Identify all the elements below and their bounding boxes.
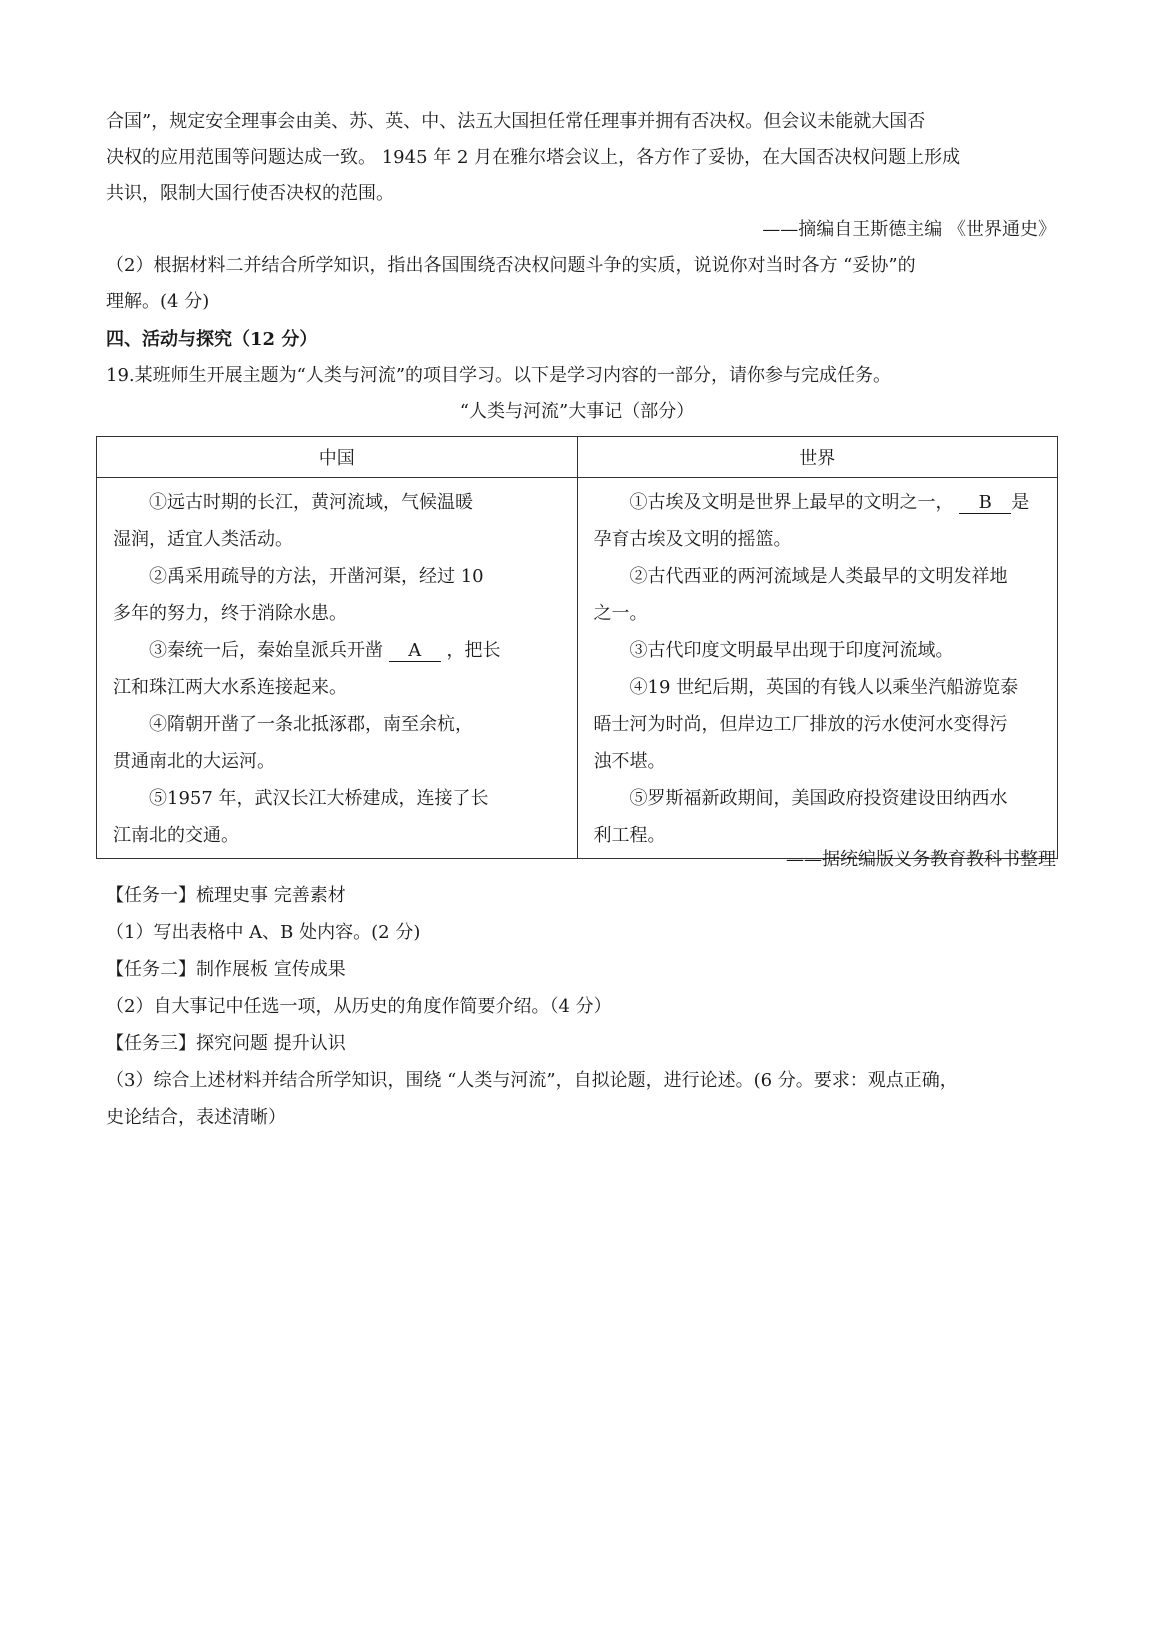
table-source: ——据统编版义务教育教科书整理 bbox=[786, 849, 1056, 870]
question-18-2-line-2: 理解。(4 分) bbox=[106, 291, 210, 312]
task-2-title: 【任务二】制作展板 宣传成果 bbox=[106, 959, 346, 980]
world-event-2: ②古代西亚的两河流域是人类最早的文明发祥地 bbox=[629, 566, 1008, 587]
china-event-5-cont: 江南北的交通。 bbox=[113, 825, 239, 846]
section-heading: 四、活动与探究（12 分） bbox=[106, 329, 318, 350]
passage-line-1: 合国”，规定安全理事会由美、苏、英、中、法五大国担任常任理事并拥有否决权。但会议未能就大国否 bbox=[106, 111, 926, 132]
question-18-2-line-1: （2）根据材料二并结合所学知识，指出各国围绕否决权问题斗争的实质，说说你对当时各方 “妥协”的 bbox=[106, 255, 916, 276]
world-event-5-cont: 利工程。 bbox=[593, 825, 666, 846]
world-event-5: ⑤罗斯福新政期间，美国政府投资建设田纳西水 bbox=[629, 788, 1008, 809]
blank-a: A bbox=[389, 641, 441, 662]
china-event-4: ④隋朝开凿了一条北抵涿郡，南至余杭， bbox=[149, 714, 473, 735]
china-event-1: ①远古时期的长江，黄河流域，气候温暖 bbox=[149, 492, 473, 513]
question-19-intro: 19.某班师生开展主题为“人类与河流”的项目学习。以下是学习内容的一部分，请你参与完成任务。 bbox=[106, 365, 892, 386]
world-event-1-cont: 孕育古埃及文明的摇篮。 bbox=[593, 529, 792, 550]
passage-line-3: 共识，限制大国行使否决权的范围。 bbox=[106, 183, 394, 204]
world-event-4-cont-2: 浊不堪。 bbox=[593, 751, 666, 772]
passage-line-2: 决权的应用范围等问题达成一致。 1945 年 2 月在雅尔塔会议上，各方作了妥协，在大国否决权问题上形成 bbox=[106, 147, 961, 168]
china-events-cell bbox=[97, 478, 578, 859]
table-header-row bbox=[97, 437, 1058, 478]
china-event-5: ⑤1957 年，武汉长江大桥建成，连接了长 bbox=[149, 788, 489, 809]
china-event-3-text-end: ，把长 bbox=[440, 640, 501, 661]
task-3-question-line-2: 史论结合，表述清晰） bbox=[106, 1107, 286, 1128]
world-events-cell bbox=[577, 478, 1058, 859]
china-event-3-text: ③秦统一后，秦始皇派兵开凿 bbox=[149, 640, 389, 661]
world-event-3: ③古代印度文明最早出现于印度河流域。 bbox=[629, 640, 954, 661]
china-event-3 bbox=[113, 632, 561, 669]
table-body-row bbox=[97, 478, 1058, 859]
world-event-2-cont: 之一。 bbox=[593, 603, 648, 624]
task-3-question-line-1: （3）综合上述材料并结合所学知识，围绕 “人类与河流”，自拟论题，进行论述。(6 分。要求：观点正确， bbox=[106, 1070, 958, 1091]
blank-b: B bbox=[959, 493, 1011, 514]
china-event-2-cont: 多年的努力，终于消除水患。 bbox=[113, 603, 347, 624]
world-event-1-text-end: 是 bbox=[1011, 492, 1030, 513]
task-1-question: （1）写出表格中 A、B 处内容。(2 分) bbox=[106, 922, 421, 943]
task-1-title: 【任务一】梳理史事 完善素材 bbox=[106, 885, 346, 906]
column-header-china: 中国 bbox=[97, 437, 578, 478]
table-caption: “人类与河流”大事记（部分） bbox=[459, 401, 695, 422]
china-event-4-cont: 贯通南北的大运河。 bbox=[113, 751, 275, 772]
events-table bbox=[96, 436, 1058, 859]
passage-source: ——摘编自王斯德主编 《世界通史》 bbox=[762, 219, 1056, 240]
china-event-2: ②禹采用疏导的方法，开凿河渠，经过 10 bbox=[149, 566, 484, 587]
china-event-1-cont: 湿润，适宜人类活动。 bbox=[113, 529, 293, 550]
world-event-4: ④19 世纪后期，英国的有钱人以乘坐汽船游览泰 bbox=[629, 677, 1019, 698]
column-header-world: 世界 bbox=[577, 437, 1058, 478]
world-event-1 bbox=[594, 484, 1042, 521]
task-3-title: 【任务三】探究问题 提升认识 bbox=[106, 1033, 346, 1054]
china-event-3-cont: 江和珠江两大水系连接起来。 bbox=[113, 677, 347, 698]
task-2-question: （2）自大事记中任选一项，从历史的角度作简要介绍。（4 分） bbox=[106, 996, 612, 1017]
world-event-1-text: ①古埃及文明是世界上最早的文明之一， bbox=[629, 492, 960, 513]
world-event-4-cont: 晤士河为时尚，但岸边工厂排放的污水使河水变得污 bbox=[593, 714, 1008, 735]
